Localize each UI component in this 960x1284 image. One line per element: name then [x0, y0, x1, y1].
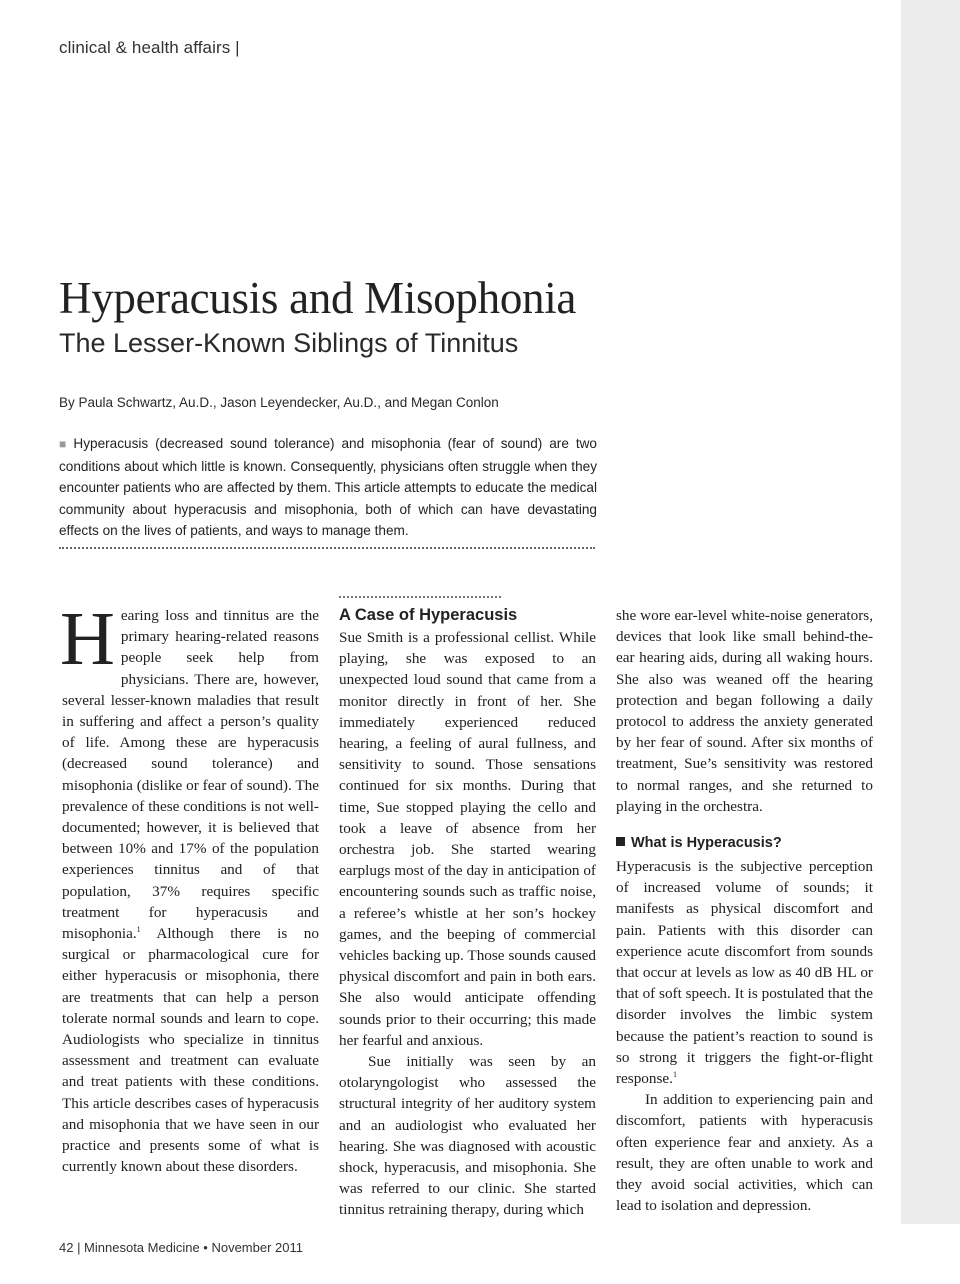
case-heading-rule [339, 596, 501, 598]
page-edge-strip [901, 0, 960, 1224]
hyperacusis-paragraph-2: In addition to experiencing pain and discomfort, patients with hyperacusis often experience fear and anxiety. As a result, they are often unable to work and they avoid social activities, which can lead to isolation and depression. [616, 1091, 873, 1215]
section-label: clinical & health affairs | [59, 38, 240, 57]
intro-text-a: earing loss and tinnitus are the primary hearing-related reasons people seek help from physicians. There are, however, several lesser-known maladies that result in suffering and affect a person’s quality of life. Among these are hyperacusis (decreased sound tolerance) and misophonia (dislike or fear of sound). The prevalence of these conditions is not well-documented; however, it is believed that between 10% and 17% of the population experiences tinnitus and of that population, 37% requires specific treatment for hyperacusis and misophonia. [62, 607, 319, 943]
case-continued-paragraph: she wore ear-level white-noise generators, devices that look like small behind-the-ear hearing aids, during all waking hours. She also was weaned off the hearing protection and began following a daily protocol to address the anxiety generated by her fear of sound. After six months of treatment, Sue’s sensitivity was restored to normal ranges, and she returned to playing in the orchestra. [616, 607, 873, 815]
case-paragraph-1: Sue Smith is a professional cellist. While playing, she was exposed to an unexpected loud sound that came from a monitor directly in front of her. She immediately experienced reduced hearing, a feeling of aural fullness, and sensitivity to sound. Those sensations continued for six months. During that time, Sue stopped playing the cello and took a leave of absence from her orchestra job. She started wearing earplugs most of the day in anticipation of encountering sounds such as traffic noise, a referee’s whistle at her son’s hockey games, and the beeping of commercial vehicles backing up. Those sounds caused physical discomfort and pain in both ears. She also would anticipate offending sounds prior to their occurring; this made her fearful and anxious. [339, 629, 596, 1049]
footnote-ref[interactable]: 1 [672, 1070, 677, 1079]
abstract-text: Hyperacusis (decreased sound tolerance) and misophonia (fear of sound) are two conditions about which little is known. Consequently, physicians often struggle when they encounter patients who are affected by them. This article attempts to educate the medical community about hyperacusis and misophonia, both of which can have devastating effects on the lives of patients, and ways to manage them. [59, 436, 597, 538]
article-title: Hyperacusis and Misophonia [59, 273, 577, 323]
square-bullet-icon [616, 837, 625, 846]
article-subtitle: The Lesser-Known Siblings of Tinnitus [59, 328, 519, 358]
abstract-divider [59, 547, 595, 549]
abstract-marker-icon: ■ [59, 437, 70, 451]
hyperacusis-paragraph-1 [616, 856, 873, 1089]
footnote-ref[interactable]: 1 [136, 924, 141, 934]
abstract [59, 433, 597, 542]
drop-cap: H [60, 597, 115, 681]
page-footer: 42 | Minnesota Medicine • November 2011 [59, 1240, 303, 1255]
column-3 [616, 605, 873, 1216]
column-2 [339, 605, 596, 1221]
column-1 [60, 597, 319, 1177]
case-paragraph-2: Sue initially was seen by an otolaryngologist who assessed the structural integrity of her auditory system and an audiologist who evaluated her hearing. She was diagnosed with acoustic shock, hyperacusis, and misophonia. She was referred to our clinic. She started tinnitus retraining therapy, during which [339, 1053, 596, 1219]
case-heading: A Case of Hyperacusis [339, 606, 518, 624]
hyperacusis-text: Hyperacusis is the subjective perception of increased volume of sounds; it manifests as physical discomfort and pain. Patients with this disorder can experience acute discomfort from sounds that occur at levels as low as 40 dB HL or that of soft speech. It is postulated that the disorder involves the limbic system because the patient’s reaction to sound is so strong it triggers the fight-or-flight response. [616, 858, 873, 1088]
intro-paragraph [60, 597, 319, 1177]
byline: By Paula Schwartz, Au.D., Jason Leyendecker, Au.D., and Megan Conlon [59, 395, 499, 410]
hyperacusis-heading [616, 833, 873, 854]
hyperacusis-heading-text: What is Hyperacusis? [631, 835, 782, 852]
intro-text-b: Although there is no surgical or pharmacological cure for either hyperacusis or misophonia, there are treatments that can help a person tolerate normal sounds and learn to cope. Audiologists who specialize in tinnitus assessment and treatment can evaluate and treat patients with these conditions. This article describes cases of hyperacusis and misophonia that we have seen in our practice and presents some of what is currently known about these disorders. [62, 925, 319, 1176]
